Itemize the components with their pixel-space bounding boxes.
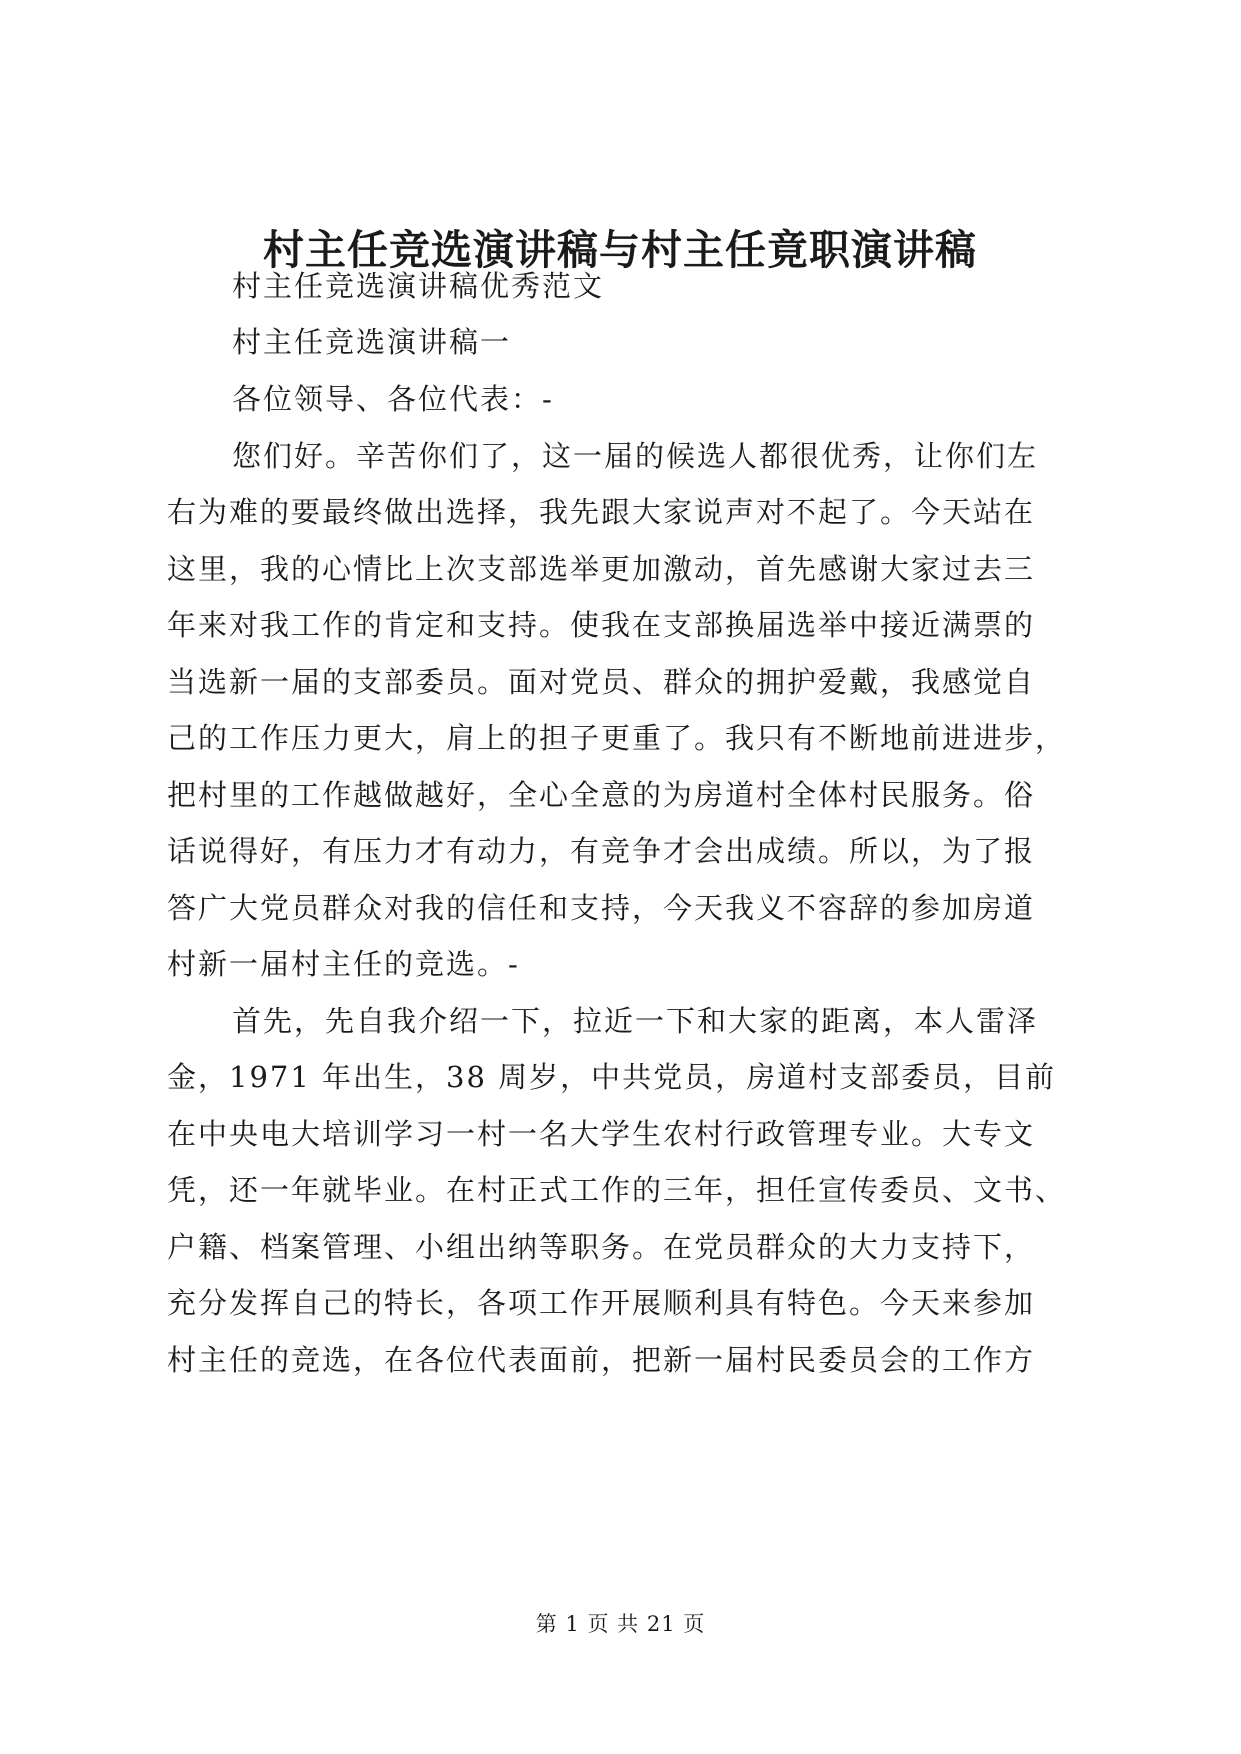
document-title: 村主任竞选演讲稿与村主任竟职演讲稿 [263,226,977,274]
salutation-line: 各位领导、各位代表：- [232,382,554,416]
paragraph-line: 充分发挥自己的特长，各项工作开展顺利具有特色。今天来参加 [167,1286,1036,1320]
paragraph-line: 这里，我的心情比上次支部选举更加激动，首先感谢大家过去三 [167,552,1036,586]
paragraph-line: 金，1971 年出生，38 周岁，中共党员，房道村支部委员，目前 [167,1060,1057,1094]
paragraph-line: 您们好。辛苦你们了，这一届的候选人都很优秀，让你们左 [232,439,1039,473]
paragraph-line: 把村里的工作越做越好，全心全意的为房道村全体村民服务。俗 [167,778,1036,812]
subtitle-line: 村主任竞选演讲稿一 [232,325,512,359]
paragraph-line: 话说得好，有压力才有动力，有竞争才会出成绩。所以，为了报 [167,834,1036,868]
paragraph-line: 首先，先自我介绍一下，拉近一下和大家的距离，本人雷泽 [232,1004,1039,1038]
paragraph-line: 凭，还一年就毕业。在村正式工作的三年，担任宣传委员、文书、 [167,1173,1067,1207]
paragraph-line: 村主任的竞选，在各位代表面前，把新一届村民委员会的工作方 [167,1343,1036,1377]
paragraph-line: 户籍、档案管理、小组出纳等职务。在党员群众的大力支持下， [167,1230,1036,1264]
paragraph-line: 在中央电大培训学习一村一名大学生农村行政管理专业。大专文 [167,1117,1036,1151]
paragraph-line: 答广大党员群众对我的信任和支持，今天我义不容辞的参加房道 [167,891,1036,925]
paragraph-line: 当选新一届的支部委员。面对党员、群众的拥护爱戴，我感觉自 [167,665,1036,699]
paragraph-line: 村新一届村主任的竞选。- [167,947,520,981]
subtitle-line: 村主任竞选演讲稿优秀范文 [232,269,605,303]
paragraph-line: 己的工作压力更大，肩上的担子更重了。我只有不断地前进进步， [167,721,1067,755]
paragraph-line: 右为难的要最终做出选择，我先跟大家说声对不起了。今天站在 [167,495,1036,529]
page-footer: 第 1 页 共 21 页 [535,1612,706,1636]
paragraph-line: 年来对我工作的肯定和支持。使我在支部换届选举中接近满票的 [167,608,1036,642]
